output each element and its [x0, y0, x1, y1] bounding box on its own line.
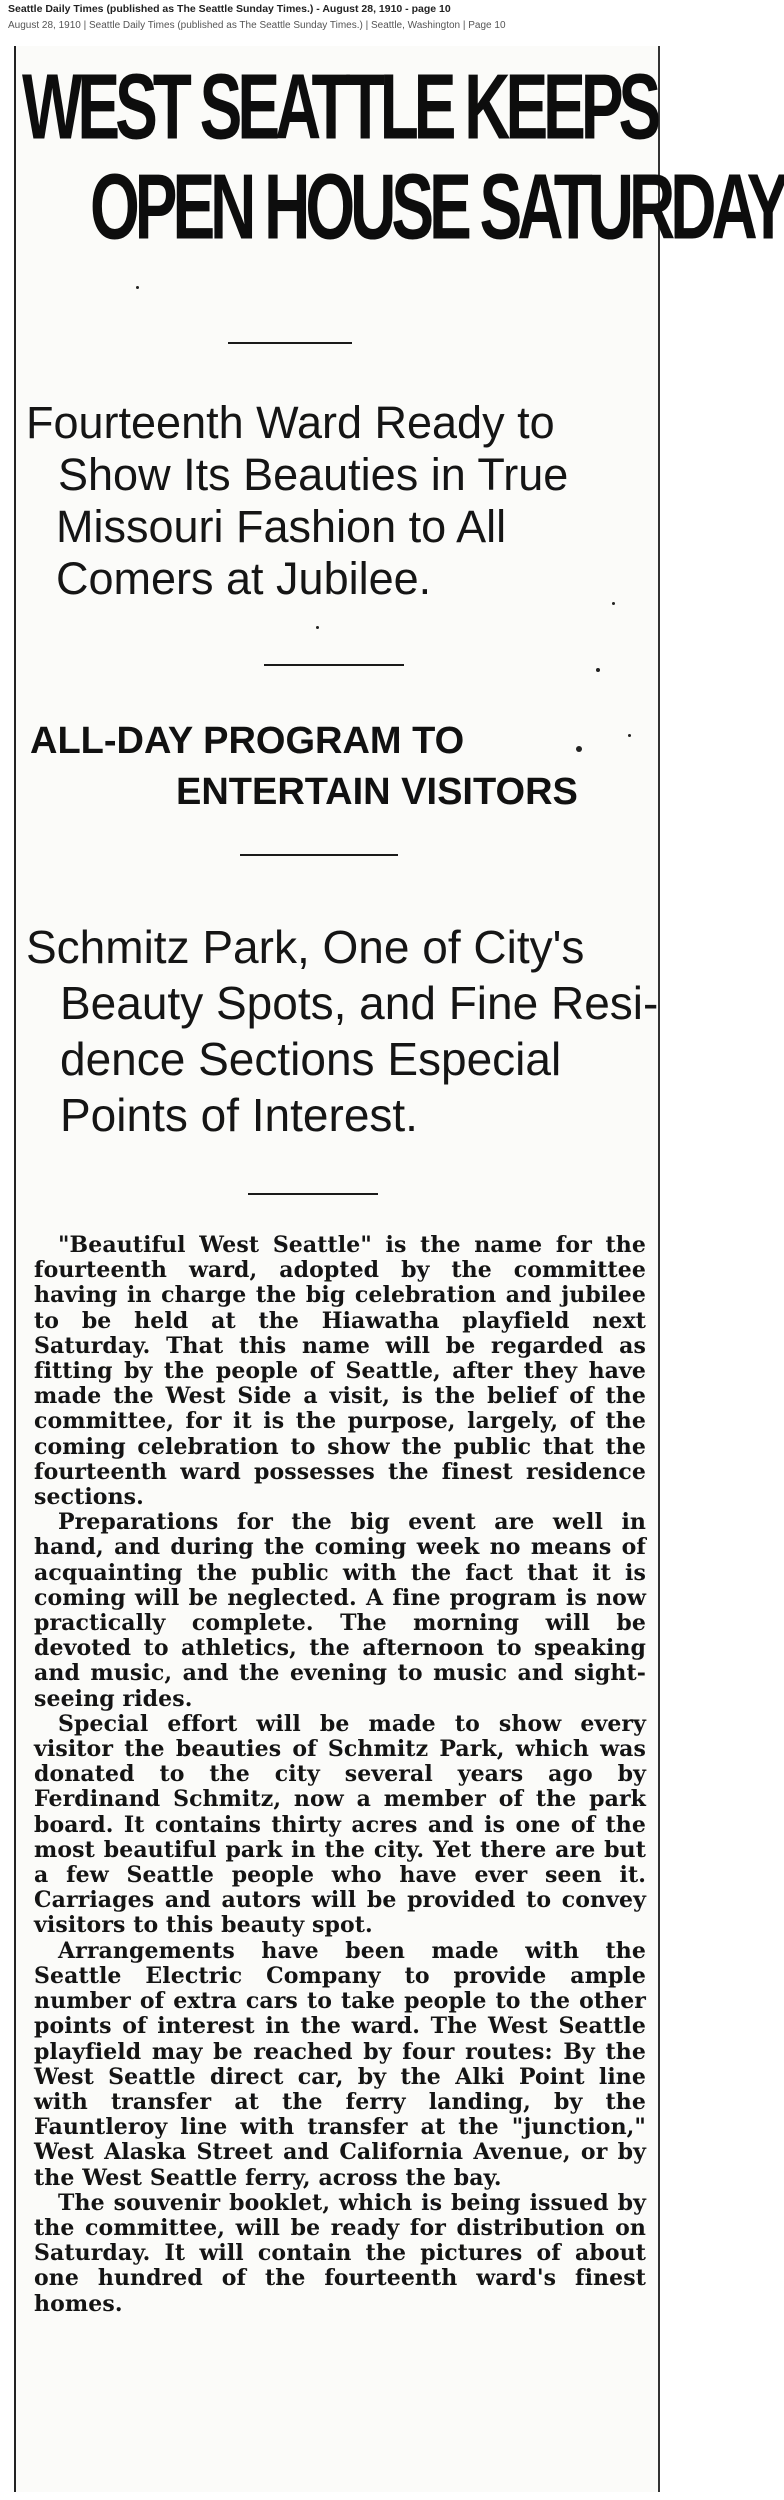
newspaper-clipping [14, 46, 784, 2492]
page-meta: August 28, 1910 | Seattle Daily Times (published as The Seattle Sunday Times.) | Seattle, Washington | Page 10 [8, 20, 506, 31]
print-speck [596, 668, 600, 672]
deck2-line-1: Schmitz Park, One of City's [26, 921, 585, 973]
page-title: Seattle Daily Times (published as The Seattle Sunday Times.) - August 28, 1910 - page 10 [8, 3, 451, 15]
divider-rule [264, 664, 404, 666]
print-speck [628, 734, 631, 737]
subhead-line-2: ENTERTAIN VISITORS [176, 771, 578, 813]
divider-rule [248, 1193, 378, 1195]
paragraph: "Beautiful West Seattle" is the name for the fourteenth ward, adopted by the committee having in charge the big celebration and jubilee to be held at the Hiawatha playfield next Saturday. That this name will be regarded as fitting by the people of Seattle, after they have made the West Side a visit, is the belief of the committee, for it is the purpose, largely, of the coming celebration to show the public that the fourteenth ward possesses the finest residence sections. [34, 1232, 646, 1511]
divider-rule [240, 854, 398, 856]
deck-line-2: Show Its Beauties in True [58, 449, 569, 500]
deck2-line-2: Beauty Spots, and Fine Resi- [60, 977, 659, 1029]
print-speck [136, 286, 139, 289]
print-speck [316, 626, 319, 629]
print-speck [612, 602, 615, 605]
paragraph: The souvenir booklet, which is being issued by the committee, will be ready for distribution on Saturday. It will contain the pictures of about one hundred of the fourteenth ward's finest homes. [34, 2189, 646, 2317]
print-speck [576, 746, 582, 752]
deck2-line-4: Points of Interest. [60, 1089, 418, 1141]
subhead-line-1: ALL-DAY PROGRAM TO [30, 720, 465, 762]
deck-line-3: Missouri Fashion to All [56, 501, 507, 552]
divider-rule [228, 342, 352, 344]
page-header [0, 0, 668, 40]
paragraph: Arrangements have been made with the Seattle Electric Company to provide ample number of extra cars to take people to the other points of interest in the ward. The West Seattle playfield may be reached by four routes: By the West Seattle direct car, by the Alki Point line with transfer at the ferry landing, by the Fauntleroy line with transfer at the "junction," West Alaska Street and California Avenue, or by the West Seattle ferry, across the bay. [34, 1937, 646, 2191]
headline-line-1: WEST SEATTLE KEEPS [22, 54, 657, 159]
deck2-line-3: dence Sections Especial [60, 1033, 562, 1085]
headline-line-2: OPEN HOUSE SATURDAY [90, 154, 784, 259]
paragraph: Preparations for the big event are well in hand, and during the coming week no means of acquainting the public with the fact that it is coming will be neglected. A fine program is now practically complete. The morning will be devoted to athletics, the afternoon to speaking and music, and the evening to music and sight-seeing rides. [34, 1509, 646, 1712]
article-body [34, 1233, 646, 2317]
deck-line-1: Fourteenth Ward Ready to [26, 397, 555, 448]
deck-line-4: Comers at Jubilee. [56, 553, 432, 604]
paragraph: Special effort will be made to show every visitor the beauties of Schmitz Park, which was donated to the city several years ago by Ferdinand Schmitz, now a member of the park board. It contains thirty acres and is one of the most beautiful park in the city. Yet there are but a few Seattle people who have ever seen it. Carriages and autors will be provided to convey visitors to this beauty spot. [34, 1710, 646, 1939]
